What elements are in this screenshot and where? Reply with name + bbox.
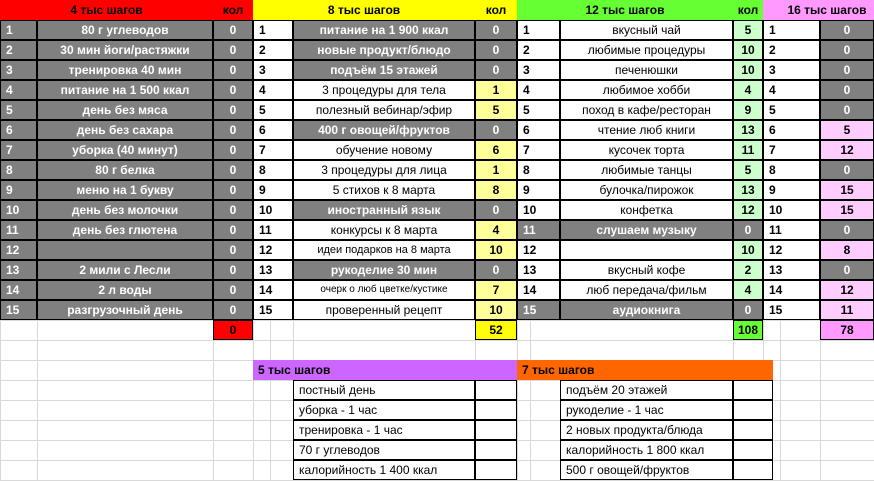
table-8k-row-name[interactable]: очерк о люб цветке/кустике: [293, 280, 475, 300]
table-8k-row-name[interactable]: 3 процедуры для тела: [293, 80, 475, 100]
table-7k-item[interactable]: калорийность 1 800 ккал: [560, 440, 733, 460]
table-12k-total[interactable]: 108: [733, 320, 763, 340]
table-8k-row-number[interactable]: 8: [253, 160, 293, 180]
table-4k-row-name[interactable]: день без глютена: [37, 220, 213, 240]
table-12k-row-name[interactable]: чтение люб книги: [560, 120, 733, 140]
table-4k-row-value[interactable]: 0: [213, 120, 253, 140]
table-12k-row-name[interactable]: вкусный чай: [560, 20, 733, 40]
table-16k-row-number[interactable]: 2: [763, 40, 820, 60]
table-8k-row-number[interactable]: 9: [253, 180, 293, 200]
table-12k-row-name[interactable]: вкусный кофе: [560, 260, 733, 280]
table-8k-row-name[interactable]: иностранный язык: [293, 200, 475, 220]
table-4k-row-number[interactable]: 4: [0, 80, 37, 100]
table-16k-row-number[interactable]: 14: [763, 280, 820, 300]
table-8k-row-number[interactable]: 15: [253, 300, 293, 320]
table-4k-row-name[interactable]: уборка (40 минут): [37, 140, 213, 160]
table-8k-row-value[interactable]: 5: [475, 100, 517, 120]
table-12k-row-value[interactable]: 4: [733, 280, 763, 300]
table-8k-row-number[interactable]: 13: [253, 260, 293, 280]
table-4k-row-name[interactable]: 80 г белка: [37, 160, 213, 180]
table-12k-row-value[interactable]: 5: [733, 160, 763, 180]
table-8k-row-value[interactable]: 0: [475, 200, 517, 220]
table-12k-row-value[interactable]: 0: [733, 220, 763, 240]
table-8k-row-value[interactable]: 10: [475, 300, 517, 320]
table-12k-row-name[interactable]: булочка/пирожок: [560, 180, 733, 200]
table-16k-row-number[interactable]: 10: [763, 200, 820, 220]
table-8k-row-value[interactable]: 10: [475, 240, 517, 260]
table-4k-row-number[interactable]: 3: [0, 60, 37, 80]
table-4k-row-number[interactable]: 9: [0, 180, 37, 200]
table-4k-row-value[interactable]: 0: [213, 220, 253, 240]
table-12k-title[interactable]: 12 тыс шагов: [517, 0, 733, 20]
table-7k-item[interactable]: подъём 20 этажей: [560, 380, 733, 400]
table-8k-row-number[interactable]: 11: [253, 220, 293, 240]
table-5k-item[interactable]: тренировка - 1 час: [293, 420, 475, 440]
table-16k-row-value[interactable]: 0: [820, 80, 874, 100]
table-4k-row-number[interactable]: 5: [0, 100, 37, 120]
table-12k-row-name[interactable]: люб передача/фильм: [560, 280, 733, 300]
table-8k-row-name[interactable]: проверенный рецепт: [293, 300, 475, 320]
table-12k-row-value[interactable]: 5: [733, 20, 763, 40]
table-8k-row-value[interactable]: 8: [475, 180, 517, 200]
table-4k-row-number[interactable]: 11: [0, 220, 37, 240]
table-4k-row-number[interactable]: 8: [0, 160, 37, 180]
table-8k-row-number[interactable]: 4: [253, 80, 293, 100]
table-8k-row-name[interactable]: рукоделие 30 мин: [293, 260, 475, 280]
table-12k-row-value[interactable]: 12: [733, 200, 763, 220]
table-16k-row-number[interactable]: 13: [763, 260, 820, 280]
table-8k-row-name[interactable]: конкурсы к 8 марта: [293, 220, 475, 240]
table-8k-row-name[interactable]: полезный вебинар/эфир: [293, 100, 475, 120]
table-12k-row-name[interactable]: любимые танцы: [560, 160, 733, 180]
table-4k-row-name[interactable]: меню на 1 букву: [37, 180, 213, 200]
table-4k-row-value[interactable]: 0: [213, 40, 253, 60]
table-12k-row-value[interactable]: 0: [733, 300, 763, 320]
table-12k-row-name[interactable]: поход в кафе/ресторан: [560, 100, 733, 120]
table-8k-row-name[interactable]: 5 стихов к 8 марта: [293, 180, 475, 200]
table-4k-row-value[interactable]: 0: [213, 80, 253, 100]
table-8k-row-value[interactable]: 1: [475, 80, 517, 100]
table-8k-row-name[interactable]: новые продукт/блюдо: [293, 40, 475, 60]
table-16k-row-value[interactable]: 0: [820, 20, 874, 40]
table-8k-row-number[interactable]: 3: [253, 60, 293, 80]
table-7k-value[interactable]: [733, 440, 773, 460]
table-4k-row-value[interactable]: 0: [213, 180, 253, 200]
table-12k-row-number[interactable]: 4: [517, 80, 560, 100]
table-8k-row-name[interactable]: подъём 15 этажей: [293, 60, 475, 80]
table-4k-row-name[interactable]: день без молочки: [37, 200, 213, 220]
table-8k-row-value[interactable]: 0: [475, 40, 517, 60]
table-8k-row-value[interactable]: 1: [475, 160, 517, 180]
gridline: [0, 340, 874, 341]
table-16k-row-value[interactable]: 12: [820, 140, 874, 160]
table-16k-row-value[interactable]: 8: [820, 240, 874, 260]
table-4k-kol-header[interactable]: кол: [213, 0, 253, 20]
table-4k-row-value[interactable]: 0: [213, 260, 253, 280]
table-8k-row-value[interactable]: 6: [475, 140, 517, 160]
table-8k-row-number[interactable]: 7: [253, 140, 293, 160]
table-16k-row-value[interactable]: 0: [820, 60, 874, 80]
table-16k-row-number[interactable]: 8: [763, 160, 820, 180]
table-12k-row-value[interactable]: 13: [733, 120, 763, 140]
table-7k-value[interactable]: [733, 400, 773, 420]
table-4k-row-name[interactable]: 2 мили с Лесли: [37, 260, 213, 280]
table-12k-row-value[interactable]: 10: [733, 40, 763, 60]
table-16k-row-value[interactable]: 12: [820, 280, 874, 300]
table-7k-item[interactable]: 2 новых продукта/блюда: [560, 420, 733, 440]
table-12k-row-number[interactable]: 7: [517, 140, 560, 160]
table-8k-row-number[interactable]: 5: [253, 100, 293, 120]
table-8k-kol-header[interactable]: кол: [475, 0, 517, 20]
table-12k-row-number[interactable]: 2: [517, 40, 560, 60]
table-5k-value[interactable]: [475, 440, 517, 460]
table-16k-row-number[interactable]: 3: [763, 60, 820, 80]
table-8k-row-number[interactable]: 10: [253, 200, 293, 220]
table-5k-title[interactable]: 5 тыс шагов: [253, 360, 517, 380]
table-16k-row-value[interactable]: 0: [820, 40, 874, 60]
table-4k-row-value[interactable]: 0: [213, 300, 253, 320]
table-12k-row-value[interactable]: 4: [733, 80, 763, 100]
table-4k-row-number[interactable]: 1: [0, 20, 37, 40]
table-4k-row-number[interactable]: 15: [0, 300, 37, 320]
table-4k-row-number[interactable]: 12: [0, 240, 37, 260]
table-4k-total[interactable]: 0: [213, 320, 253, 340]
table-8k-row-value[interactable]: 0: [475, 260, 517, 280]
table-16k-row-number[interactable]: 4: [763, 80, 820, 100]
table-12k-row-number[interactable]: 1: [517, 20, 560, 40]
table-12k-row-number[interactable]: 9: [517, 180, 560, 200]
table-4k-row-number[interactable]: 2: [0, 40, 37, 60]
table-16k-row-number[interactable]: 5: [763, 100, 820, 120]
table-4k-row-name[interactable]: день без мяса: [37, 100, 213, 120]
table-8k-row-number[interactable]: 1: [253, 20, 293, 40]
table-5k-item[interactable]: постный день: [293, 380, 475, 400]
table-5k-item[interactable]: 70 г углеводов: [293, 440, 475, 460]
table-8k-row-name[interactable]: 3 процедуры для лица: [293, 160, 475, 180]
table-12k-row-number[interactable]: 11: [517, 220, 560, 240]
table-7k-title[interactable]: 7 тыс шагов: [517, 360, 773, 380]
table-7k-item[interactable]: рукоделие - 1 час: [560, 400, 733, 420]
table-8k-total[interactable]: 52: [475, 320, 517, 340]
table-12k-row-value[interactable]: 2: [733, 260, 763, 280]
table-4k-row-value[interactable]: 0: [213, 200, 253, 220]
table-12k-row-number[interactable]: 10: [517, 200, 560, 220]
table-16k-row-value[interactable]: 5: [820, 120, 874, 140]
table-12k-row-value[interactable]: 9: [733, 100, 763, 120]
table-5k-value[interactable]: [475, 400, 517, 420]
table-8k-row-value[interactable]: 4: [475, 220, 517, 240]
table-4k-row-name[interactable]: 30 мин йоги/растяжки: [37, 40, 213, 60]
table-5k-item[interactable]: уборка - 1 час: [293, 400, 475, 420]
table-16k-total[interactable]: 78: [820, 320, 874, 340]
table-4k-row-value[interactable]: 0: [213, 280, 253, 300]
table-8k-row-number[interactable]: 6: [253, 120, 293, 140]
table-16k-title[interactable]: 16 тыс шагов: [780, 0, 874, 20]
table-8k-row-name[interactable]: питание на 1 900 ккал: [293, 20, 475, 40]
table-4k-row-number[interactable]: 7: [0, 140, 37, 160]
table-8k-row-name[interactable]: идеи подарков на 8 марта: [293, 240, 475, 260]
table-12k-row-name[interactable]: аудиокнига: [560, 300, 733, 320]
table-12k-row-number[interactable]: 6: [517, 120, 560, 140]
table-8k-row-name[interactable]: 400 г овощей/фруктов: [293, 120, 475, 140]
table-5k-value[interactable]: [475, 420, 517, 440]
table-12k-kol-header[interactable]: кол: [733, 0, 763, 20]
table-8k-row-number[interactable]: 2: [253, 40, 293, 60]
table-4k-row-number[interactable]: 14: [0, 280, 37, 300]
table-4k-row-name[interactable]: 2 л воды: [37, 280, 213, 300]
table-8k-row-number[interactable]: 12: [253, 240, 293, 260]
table-8k-row-value[interactable]: 0: [475, 60, 517, 80]
table-12k-row-value[interactable]: 13: [733, 180, 763, 200]
table-16k-row-value[interactable]: 0: [820, 100, 874, 120]
table-12k-row-number[interactable]: 3: [517, 60, 560, 80]
table-16k-row-number[interactable]: 15: [763, 300, 820, 320]
table-7k-value[interactable]: [733, 380, 773, 400]
table-4k-row-name[interactable]: питание на 1 500 ккал: [37, 80, 213, 100]
table-16k-row-number[interactable]: 6: [763, 120, 820, 140]
table-8k-row-value[interactable]: 7: [475, 280, 517, 300]
table-4k-row-number[interactable]: 6: [0, 120, 37, 140]
table-8k-row-value[interactable]: 0: [475, 20, 517, 40]
table-12k-row-number[interactable]: 15: [517, 300, 560, 320]
table-12k-row-number[interactable]: 12: [517, 240, 560, 260]
table-4k-row-name[interactable]: 80 г углеводов: [37, 20, 213, 40]
table-4k-row-value[interactable]: 0: [213, 100, 253, 120]
table-4k-row-value[interactable]: 0: [213, 240, 253, 260]
table-8k-title[interactable]: 8 тыс шагов: [253, 0, 475, 20]
table-16k-row-number[interactable]: 7: [763, 140, 820, 160]
table-16k-row-value[interactable]: 15: [820, 180, 874, 200]
table-12k-row-name[interactable]: любимые процедуры: [560, 40, 733, 60]
table-12k-row-name[interactable]: [560, 240, 733, 260]
table-16k-row-value[interactable]: 15: [820, 200, 874, 220]
table-4k-row-number[interactable]: 10: [0, 200, 37, 220]
table-16k-header-pad[interactable]: [763, 0, 780, 20]
table-16k-row-value[interactable]: 0: [820, 160, 874, 180]
table-5k-value[interactable]: [475, 460, 517, 480]
table-4k-row-number[interactable]: 13: [0, 260, 37, 280]
table-4k-row-name[interactable]: [37, 240, 213, 260]
table-16k-row-number[interactable]: 11: [763, 220, 820, 240]
table-12k-row-value[interactable]: 11: [733, 140, 763, 160]
table-7k-value[interactable]: [733, 460, 773, 480]
table-4k-title[interactable]: 4 тыс шагов: [0, 0, 213, 20]
table-5k-value[interactable]: [475, 380, 517, 400]
table-4k-row-value[interactable]: 0: [213, 20, 253, 40]
table-5k-item[interactable]: калорийность 1 400 ккал: [293, 460, 475, 480]
table-12k-row-number[interactable]: 5: [517, 100, 560, 120]
table-16k-row-value[interactable]: 11: [820, 300, 874, 320]
table-16k-row-value[interactable]: 0: [820, 220, 874, 240]
table-16k-row-number[interactable]: 12: [763, 240, 820, 260]
table-4k-row-name[interactable]: тренировка 40 мин: [37, 60, 213, 80]
table-12k-row-value[interactable]: 10: [733, 240, 763, 260]
table-8k-row-name[interactable]: обучение новому: [293, 140, 475, 160]
table-8k-row-number[interactable]: 14: [253, 280, 293, 300]
table-12k-row-name[interactable]: кусочек торта: [560, 140, 733, 160]
table-4k-row-name[interactable]: разгрузочный день: [37, 300, 213, 320]
table-12k-row-name[interactable]: печенюшки: [560, 60, 733, 80]
table-12k-row-name[interactable]: слушаем музыку: [560, 220, 733, 240]
table-12k-row-name[interactable]: любимое хобби: [560, 80, 733, 100]
table-7k-value[interactable]: [733, 420, 773, 440]
table-16k-row-value[interactable]: 0: [820, 260, 874, 280]
table-12k-row-name[interactable]: конфетка: [560, 200, 733, 220]
table-16k-row-number[interactable]: 1: [763, 20, 820, 40]
table-4k-row-value[interactable]: 0: [213, 60, 253, 80]
table-7k-item[interactable]: 500 г овощей/фруктов: [560, 460, 733, 480]
table-4k-row-name[interactable]: день без сахара: [37, 120, 213, 140]
table-16k-row-number[interactable]: 9: [763, 180, 820, 200]
table-12k-row-number[interactable]: 14: [517, 280, 560, 300]
table-12k-row-value[interactable]: 10: [733, 60, 763, 80]
table-12k-row-number[interactable]: 13: [517, 260, 560, 280]
table-4k-row-value[interactable]: 0: [213, 140, 253, 160]
table-4k-row-value[interactable]: 0: [213, 160, 253, 180]
table-8k-row-value[interactable]: 0: [475, 120, 517, 140]
table-12k-row-number[interactable]: 8: [517, 160, 560, 180]
